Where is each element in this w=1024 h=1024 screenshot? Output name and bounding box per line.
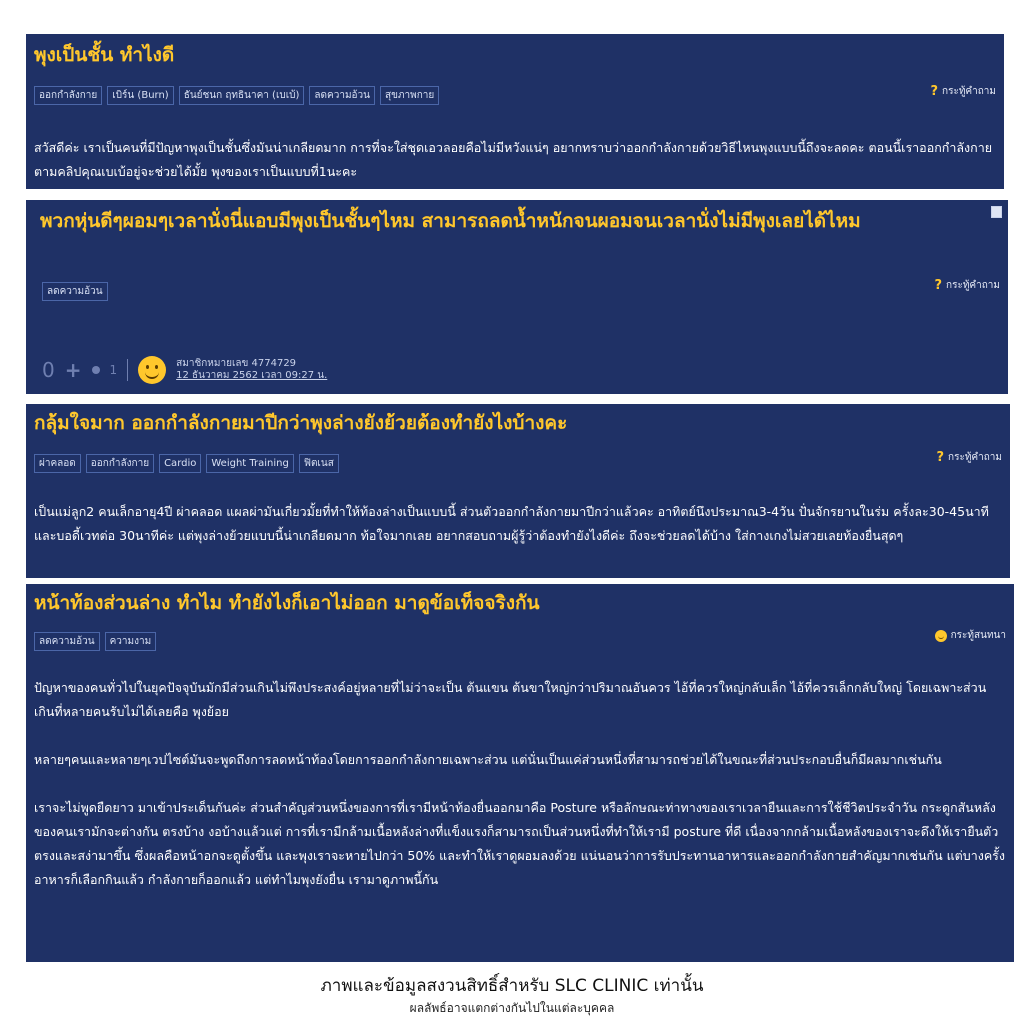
post-card-3[interactable]: [26, 404, 1010, 578]
post-paragraph: หลายๆคนและหลายๆเวปไซต์มันจะพูดถึงการลดหน้าท้องโดยการออกกำลังกายเฉพาะส่วน แต่นั่นเป็นแค่ส่วนหนึ่งที่สามารถช่วยได้ในขณะที่ส่วนประกอบอื่นก็มีผลมากเช่นกัน: [34, 752, 942, 767]
tag[interactable]: ออกกำลังกาย: [86, 454, 154, 473]
tag[interactable]: เบิร์น (Burn): [107, 86, 173, 105]
post-body: [34, 136, 996, 184]
post-stats: [42, 356, 327, 384]
avatar-smile-icon[interactable]: [138, 356, 166, 384]
question-icon: ?: [934, 278, 943, 293]
post-type: [935, 628, 1006, 643]
post-type: [936, 450, 1002, 465]
tag[interactable]: ผ่าคลอด: [34, 454, 81, 473]
post-date[interactable]: 12 ธันวาคม 2562 เวลา 09:27 น.: [176, 370, 328, 381]
vote-count: 0: [42, 358, 55, 382]
tag-list: [42, 282, 108, 301]
copyright-notice: ภาพและข้อมูลสงวนสิทธิ์สำหรับ SLC CLINIC เท่านั้น: [320, 976, 704, 996]
post-type-label: กระทู้คำถาม: [942, 86, 996, 97]
disclaimer-notice: ผลลัพธ์อาจแตกต่างกันไปในแต่ละบุคคล: [409, 1001, 615, 1015]
post-body: [34, 500, 1002, 548]
post-type: [934, 278, 1000, 293]
member-info: [176, 358, 327, 382]
discussion-icon: [935, 630, 947, 642]
post-title[interactable]: พวกหุ่นดีๆผอมๆเวลานั่งนี่แอบมีพุงเป็นชั้นๆไหม สามารถลดน้ำหนักจนผอมจนเวลานั่งไม่มีพุงเลยได้ไหม: [40, 210, 861, 232]
post-card-4[interactable]: [26, 584, 1014, 962]
question-icon: ?: [930, 84, 939, 99]
tag[interactable]: สุขภาพกาย: [380, 86, 439, 105]
post-paragraph: เราจะไม่พูดยืดยาว มาเข้าประเด็นกันค่ะ ส่วนสำคัญส่วนหนึ่งของการที่เรามีหน้าท้องยื่นออกมาคือ Posture หรือลักษณะท่าทางของเราเวลายืนและการใช้ชีวิตประจำวัน กระดูกสันหลังของคนเรามักจะต่างกัน ตรงบ้าง งอบ้างแล้วแต่ การที่เรามีกล้ามเนื้อหลังล่างที่แข็งแรงก็สามารถเป็นส่วนหนึ่งที่ทำให้เรามี posture ที่ดี เนื่องจากกล้ามเนื้อหลังของเราจะดึงให้เรายืนตัวตรงและสง่ามาขึ้น ซึ่งผลคือหน้าอกจะดูตั้งขึ้น และพุงเราจะหายไปกว่า 50% และทำให้เราดูผอมลงด้วย แน่นอนว่าการรับประทานอาหารและออกกำลังกายสำคัญมากเช่นกัน แต่บางครั้ง อาหารก็เลือกกินแล้ว กำลังกายก็ออกแล้ว แต่ทำไมพุงยังยื่น เรามาดูภาพนี้กัน: [34, 800, 1005, 887]
comment-count: 1: [109, 363, 118, 377]
member-name[interactable]: สมาชิกหมายเลข 4774729: [176, 358, 297, 369]
post-title[interactable]: กลุ้มใจมาก ออกกำลังกายมาปีกว่าพุงล่างยังย้วยต้องทำยังไงบ้างคะ: [34, 412, 568, 434]
tag[interactable]: ลดความอ้วน: [34, 632, 100, 651]
post-paragraph: เป็นแม่ลูก2 คนเล็กอายุ4ปี ผ่าคลอด แผลผ่ามันเกี่ยวมั้ยที่ทำให้ท้องล่างเป็นแบบนี้ ส่วนตัวออกกำลังกายมาปีกว่าแล้วคะ อาทิตย์นึงประมาณ3-4วัน ปั่นจักรยานในร่ม ครั้งละ30-45นาที และบอดี้เวทต่อ 30นาทีค่ะ แต่พุงล่างย้วยแบบนี้น่าเกลียดมาก ท้อใจมากเลย อยากสอบถามผู้รู้ว่าต้องทำยังไงดีค่ะ ถึงจะช่วยลดได้บ้าง ใส่กางเกงไม่สวยเลยท้องยื่นสุดๆ: [34, 504, 989, 543]
comment-icon: [92, 366, 100, 374]
tag[interactable]: ลดความอ้วน: [309, 86, 375, 105]
post-paragraph: สวัสดีค่ะ เราเป็นคนที่มีปัญหาพุงเป็นชั้นซึ่งมันน่าเกลียดมาก การที่จะใส่ชุดเอวลอยคือไม่มีหวังแน่ๆ อยากทราบว่าออกกำลังกายด้วยวิธีไหนพุงแบบนี้ถึงจะลดคะ ตอนนี้เราออกกำลังกายตามคลิปคุณเบเบ้อยู่จะช่วยได้มั้ย พุงของเราเป็นแบบที่1นะคะ: [34, 140, 993, 179]
post-paragraph: ปัญหาของคนทั่วไปในยุคปัจจุบันมักมีส่วนเกินไม่พึงประสงค์อยู่หลายที่ไม่ว่าจะเป็น ต้นแขน ต้นขาใหญ่กว่าปริมาณอันควร ไอ้ที่ควรใหญ่กลับเล็ก ไอ้ที่ควรเล็กกลับใหญ่ โดยเฉพาะส่วนเกินที่หลายคนรับไม่ได้เลยคือ พุงย้อย: [34, 680, 987, 719]
document-icon: [991, 206, 1002, 218]
question-icon: ?: [936, 450, 945, 465]
tag-list: [34, 632, 156, 651]
post-title[interactable]: พุงเป็นชั้น ทำไงดี: [34, 44, 175, 66]
post-body: [34, 676, 1006, 892]
post-type-label: กระทู้คำถาม: [948, 452, 1002, 463]
post-card-1[interactable]: [26, 34, 1004, 189]
tag[interactable]: ลดความอ้วน: [42, 282, 108, 301]
post-card-2[interactable]: [26, 200, 1008, 394]
tag-list: [34, 86, 439, 105]
post-type: [930, 84, 996, 99]
post-title[interactable]: หน้าท้องส่วนล่าง ทำไม ทำยังไงก็เอาไม่ออก มาดูข้อเท็จจริงกัน: [34, 592, 540, 614]
tag[interactable]: ออกกำลังกาย: [34, 86, 102, 105]
plus-icon[interactable]: +: [64, 358, 82, 382]
post-type-label: กระทู้สนทนา: [950, 630, 1006, 641]
tag[interactable]: Weight Training: [206, 454, 293, 473]
divider: [127, 359, 128, 381]
tag[interactable]: Cardio: [159, 454, 201, 473]
tag[interactable]: ฟิตเนส: [299, 454, 339, 473]
tag[interactable]: ธันย์ชนก ฤทธินาคา (เบเบ้): [179, 86, 305, 105]
tag[interactable]: ความงาม: [105, 632, 157, 651]
tag-list: [34, 454, 339, 473]
post-type-label: กระทู้คำถาม: [946, 280, 1000, 291]
